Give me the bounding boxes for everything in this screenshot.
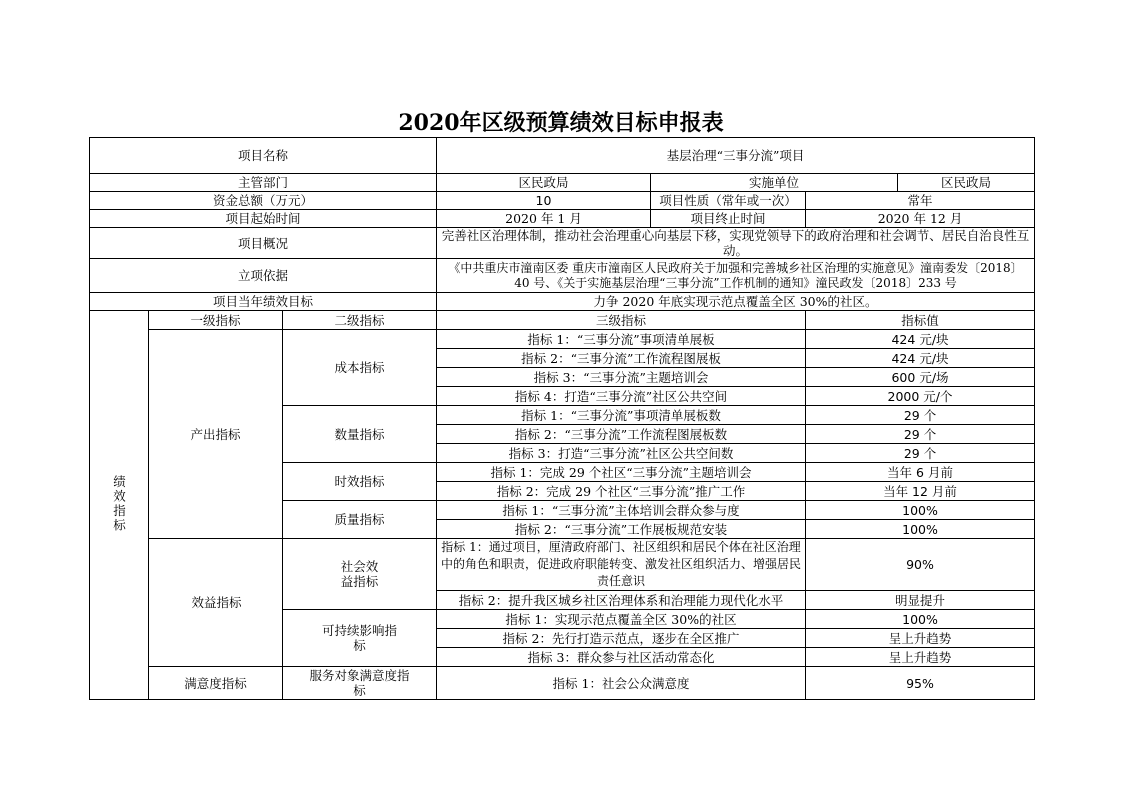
sustain-indicator-3: 指标 3：群众参与社区活动常态化: [437, 648, 806, 667]
end-time-label: 项目终止时间: [651, 210, 806, 228]
row-department: [90, 174, 1035, 192]
cost-value-1: 424 元/块: [806, 330, 1035, 349]
cost-indicator-3: 指标 3：“三事分流”主题培训会: [437, 368, 806, 387]
quality-value-2: 100%: [806, 520, 1035, 539]
quality-indicator-1: 指标 1：“三事分流”主体培训会群众参与度: [437, 501, 806, 520]
end-time-value: 2020 年 12 月: [806, 210, 1035, 228]
time-value-1: 当年 6 月前: [806, 463, 1035, 482]
indicator-header-row: [90, 311, 1035, 330]
start-time-label: 项目起始时间: [90, 210, 437, 228]
quantity-indicator-3: 指标 3：打造“三事分流”社区公共空间数: [437, 444, 806, 463]
quantity-indicator-1: 指标 1：“三事分流”事项清单展板数: [437, 406, 806, 425]
social-benefit-label: 社会效益指标: [283, 539, 437, 610]
cost-value-4: 2000 元/个: [806, 387, 1035, 406]
social-value-1: 90%: [806, 539, 1035, 591]
quality-indicator-2: 指标 2：“三事分流”工作展板规范安装: [437, 520, 806, 539]
quantity-value-2: 29 个: [806, 425, 1035, 444]
cost-indicator-2: 指标 2：“三事分流”工作流程图展板: [437, 349, 806, 368]
impl-unit-value: 区民政局: [941, 175, 992, 190]
row-fund: [90, 192, 1035, 210]
page-title: 2020年区级预算绩效目标申报表: [398, 110, 724, 136]
sustain-value-3: 呈上升趋势: [806, 648, 1035, 667]
header-level2: 二级指标: [283, 311, 437, 330]
row-period: [90, 210, 1035, 228]
service-satisfaction-label: 服务对象满意度指标: [283, 667, 437, 700]
header-value: 指标值: [806, 311, 1035, 330]
goal-label: 项目当年绩效目标: [90, 293, 437, 311]
department-value: 区民政局: [437, 174, 651, 192]
fund-value: 10: [437, 192, 651, 210]
department-label: 主管部门: [90, 174, 437, 192]
sustain-indicator-1: 指标 1：实现示范点覆盖全区 30%的社区: [437, 610, 806, 629]
table-row: [90, 539, 1035, 591]
performance-indicators-label: 绩效指标: [90, 311, 149, 700]
cost-value-3: 600 元/场: [806, 368, 1035, 387]
header-level1: 一级指标: [149, 311, 283, 330]
row-project-name: [90, 138, 1035, 174]
basis-value: 《中共重庆市潼南区委 重庆市潼南区人民政府关于加强和完善城乡社区治理的实施意见》潼南委发〔2018〕40 号、《关于实施基层治理“三事分流”工作机制的通知》潼民政发〔2018〕233 号: [437, 259, 1035, 293]
row-basis: [90, 259, 1035, 293]
cost-indicator-1: 指标 1：“三事分流”事项清单展板: [437, 330, 806, 349]
output-indicators-label: 产出指标: [149, 330, 283, 539]
quality-value-1: 100%: [806, 501, 1035, 520]
quality-indicators-label: 质量指标: [283, 501, 437, 539]
nature-value: 常年: [806, 192, 1035, 210]
nature-label: 项目性质（常年或一次）: [651, 192, 806, 210]
quantity-indicators-label: 数量指标: [283, 406, 437, 463]
quantity-value-3: 29 个: [806, 444, 1035, 463]
sustain-value-1: 100%: [806, 610, 1035, 629]
satisfaction-value-1: 95%: [806, 667, 1035, 700]
cost-indicators-label: 成本指标: [283, 330, 437, 406]
impl-unit-label: 实施单位: [651, 174, 898, 191]
fund-label: 资金总额（万元）: [90, 192, 437, 210]
header-level3: 三级指标: [437, 311, 806, 330]
project-name-value: 基层治理“三事分流”项目: [437, 138, 1035, 174]
time-indicator-1: 指标 1：完成 29 个社区“三事分流”主题培训会: [437, 463, 806, 482]
row-overview: [90, 228, 1035, 259]
quantity-value-1: 29 个: [806, 406, 1035, 425]
benefit-indicators-label: 效益指标: [149, 539, 283, 667]
sustain-impact-label: 可持续影响指标: [283, 610, 437, 667]
social-indicator-1: 指标 1：通过项目，厘清政府部门、社区组织和居民个体在社区治理中的角色和职责，促进政府职能转变、激发社区组织活力、增强居民责任意识: [437, 539, 806, 591]
time-value-2: 当年 12 月前: [806, 482, 1035, 501]
cost-indicator-4: 指标 4：打造“三事分流”社区公共空间: [437, 387, 806, 406]
goal-value: 力争 2020 年底实现示范点覆盖全区 30%的社区。: [437, 293, 1035, 311]
quantity-indicator-2: 指标 2：“三事分流”工作流程图展板数: [437, 425, 806, 444]
sustain-indicator-2: 指标 2：先行打造示范点，逐步在全区推广: [437, 629, 806, 648]
basis-label: 立项依据: [90, 259, 437, 293]
table-row: [90, 667, 1035, 700]
overview-value: 完善社区治理体制，推动社会治理重心向基层下移，实现党领导下的政府治理和社会调节、居民自治良性互动。: [437, 228, 1035, 259]
budget-performance-form: [89, 137, 1035, 700]
time-indicator-2: 指标 2：完成 29 个社区“三事分流”推广工作: [437, 482, 806, 501]
social-value-2: 明显提升: [806, 591, 1035, 610]
row-goal: [90, 293, 1035, 311]
satisfaction-indicator-1: 指标 1：社会公众满意度: [437, 667, 806, 700]
table-row: [90, 330, 1035, 349]
project-name-label: 项目名称: [90, 138, 437, 174]
start-time-value: 2020 年 1 月: [437, 210, 651, 228]
cost-value-2: 424 元/块: [806, 349, 1035, 368]
sustain-value-2: 呈上升趋势: [806, 629, 1035, 648]
time-indicators-label: 时效指标: [283, 463, 437, 501]
overview-label: 项目概况: [90, 228, 437, 259]
social-indicator-2: 指标 2：提升我区城乡社区治理体系和治理能力现代化水平: [437, 591, 806, 610]
satisfaction-indicators-label: 满意度指标: [149, 667, 283, 700]
